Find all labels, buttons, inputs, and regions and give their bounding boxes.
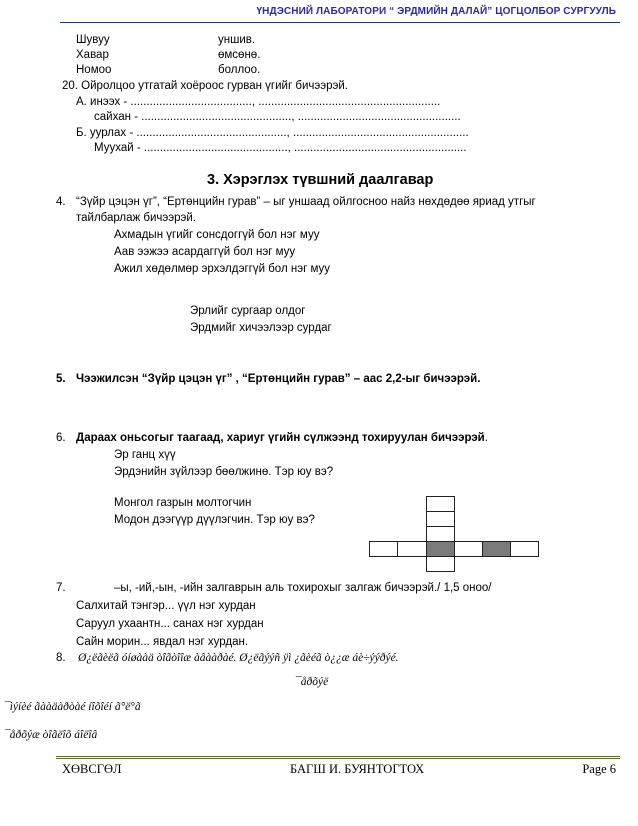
q20-line-b2: Муухай - ............................................., ...................................................... — [94, 142, 467, 154]
q6-number: 6. — [56, 432, 66, 444]
q8-text: Ø¿ëãèëã óíøààä òîãòîîæ àâààðàé. Ø¿ëãýýñ ÿì ¿ãèéã ò¿¿æ áè÷ýýðýé. — [78, 652, 399, 664]
footer-left: ХӨВСГӨЛ — [62, 762, 122, 776]
garbled-line-2: ¯åðõýæ òîãëîõ áîëîâ — [4, 729, 98, 741]
q4-line-2: тайлбарлаж бичээрэй. — [76, 212, 197, 224]
proverb-5: Эрдмийг хичээлээр сурдаг — [190, 322, 332, 334]
page-number: Page 6 — [582, 762, 616, 776]
grid-cell-row-4[interactable] — [454, 541, 483, 557]
proverb-4: Эрлийг сургаар олдог — [190, 305, 306, 317]
riddle-line-3: Монгол газрын молтогчин — [114, 497, 252, 509]
q20-line-a2: сайхан - ..............................................., ................................................... — [94, 111, 461, 123]
q7-number: 7. — [56, 582, 66, 594]
q4-line-1: “Зүйр цэцэн үг”, “Ертөнцийн гурав” – ыг уншаад ойлгосноо найз нөхдөдөө яриад утгыг — [76, 196, 536, 208]
q5-number: 5. — [56, 373, 66, 385]
q20-line-a1: А. инээх - ......................................, ......................................................... — [76, 96, 441, 108]
footer-divider — [56, 756, 620, 759]
q20-text: 20. Ойролцоо утгатай хоёроос гурван үгийг бичээрэй. — [62, 80, 348, 92]
q7-sentence-3: Сайн морин... явдал нэг хурдан. — [76, 636, 249, 648]
header-title: ҮНДЭСНИЙ ЛАБОРАТОРИ “ ЭРДМИЙН ДАЛАЙ” ЦОГЦОЛБОР СУРГУУЛЬ — [256, 6, 616, 17]
pair-left-2: Хавар — [76, 49, 109, 61]
grid-cell-row-5-shaded — [482, 541, 511, 557]
proverb-3: Ажил хөдөлмөр эрхэлдэггүй бол нэг муу — [114, 263, 331, 275]
pair-right-2: өмсөнө. — [218, 49, 261, 61]
q20-line-b1: Б. уурлах - ..............................................., ....................................................... — [76, 127, 469, 139]
garbled-line-1: ¯ìýíèé ãààäàðòàé íîõîéí ã°ë°ã — [4, 701, 141, 713]
grid-cell-top-2[interactable] — [426, 511, 455, 527]
garbled-heading: ¯åðõýë — [295, 676, 329, 688]
pair-left-1: Шувуу — [76, 34, 110, 46]
q7-sentence-1: Салхитай тэнгэр... үүл нэг хурдан — [76, 600, 256, 612]
grid-cell-row-2[interactable] — [397, 541, 427, 557]
pair-left-3: Номоо — [76, 64, 112, 76]
proverb-2: Аав ээжээ асардаггүй бол нэг муу — [114, 246, 296, 258]
pair-right-1: уншив. — [218, 34, 256, 46]
header-divider — [60, 22, 620, 23]
q6-text: Дараах оньсогыг таагаад, хариуг үгийн сүлжээнд тохируулан бичээрэй — [76, 432, 485, 444]
grid-cell-bottom-1[interactable] — [426, 556, 455, 572]
q5-text: Чээжилсэн “Зүйр цэцэн үг” , “Ертөнцийн гурав” – аас 2,2-ыг бичээрэй. — [76, 373, 481, 385]
proverb-1: Ахмадын үгийг сонсдоггүй бол нэг муу — [114, 229, 320, 241]
grid-cell-row-6[interactable] — [510, 541, 539, 557]
q6-dot: . — [484, 432, 488, 444]
riddle-line-1: Эр ганц хүү — [114, 449, 176, 461]
footer-teacher: БАГШ И. БУЯНТОГТОХ — [290, 762, 425, 776]
grid-cell-top-1[interactable] — [426, 496, 455, 512]
riddle-line-4: Модон дээгүүр дүүлэгчин. Тэр юу вэ? — [114, 514, 315, 526]
grid-cell-row-1[interactable] — [369, 541, 398, 557]
pair-right-3: боллоо. — [218, 64, 261, 76]
grid-cell-top-3[interactable] — [426, 526, 455, 542]
grid-cell-row-3-shaded — [426, 541, 455, 557]
q7-text: –ы, -ий,-ын, -ийн залгаврын аль тохирохыг залгаж бичээрэй./ 1,5 оноо/ — [114, 582, 492, 594]
q7-sentence-2: Саруул ухаантн... санах нэг хурдан — [76, 618, 264, 630]
q8-number: 8. — [56, 652, 66, 664]
q4-number: 4. — [56, 196, 66, 208]
section-title: 3. Хэрэглэх түвшний даалгавар — [207, 172, 434, 188]
riddle-line-2: Эрдэнийн зүйлээр бөөлжинө. Тэр юу вэ? — [114, 466, 334, 478]
